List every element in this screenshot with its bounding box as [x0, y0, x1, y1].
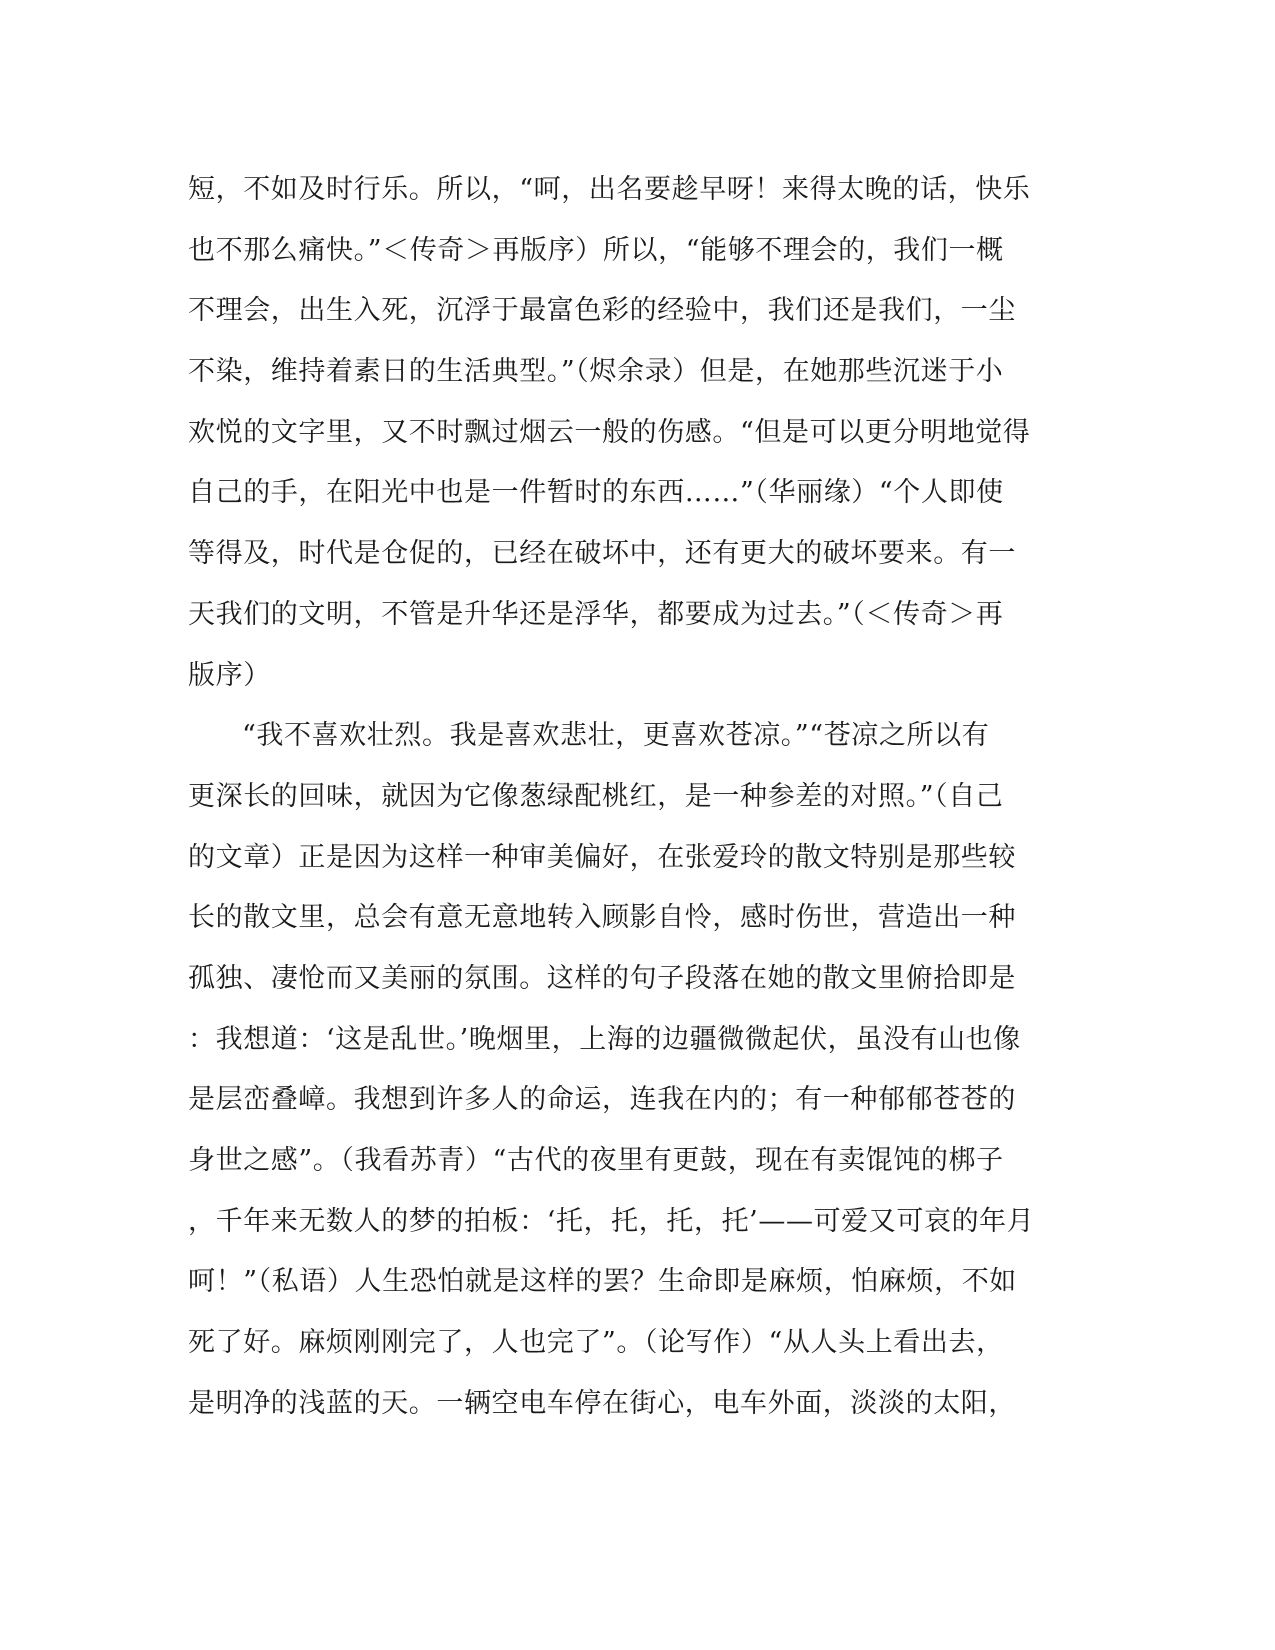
text-line: 短，不如及时行乐。所以，“呵，出名要趁早呀！来得太晚的话，快乐 [188, 174, 1031, 205]
text-line: 死了好。麻烦刚刚完了，人也完了”。（论写作）“从人头上看出去， [188, 1327, 1004, 1359]
text-line: ：我想道：‘这是乱世。’晚烟里，上海的边疆微微起伏，虽没有山也像 [188, 1023, 1021, 1055]
text-line: 欢悦的文字里，又不时飘过烟云一般的伤感。“但是可以更分明地觉得 [188, 416, 1031, 448]
text-line: 更深长的回味，就因为它像葱绿配桃红，是一种参差的对照。”（自己 [188, 780, 1004, 812]
text-line: 孤独、凄怆而又美丽的氛围。这样的句子段落在她的散文里俯拾即是 [188, 962, 1016, 994]
text-line: 不理会，出生入死，沉浮于最富色彩的经验中，我们还是我们，一尘 [188, 295, 1016, 327]
text-line: 身世之感”。（我看苏青）“古代的夜里有更鼓，现在有卖馄饨的梆子 [188, 1145, 1004, 1176]
text-line: 天我们的文明，不管是升华还是浮华，都要成为过去。”（＜传奇＞再 [188, 598, 1004, 630]
body-text [188, 160, 1088, 1434]
text-line: 长的散文里，总会有意无意地转入顾影自怜，感时伤世，营造出一种 [188, 902, 1016, 934]
text-line: 版序） [188, 659, 271, 691]
text-line: 不染，维持着素日的生活典型。”（烬余录）但是，在她那些沉迷于小 [188, 356, 1004, 388]
text-line: 是明净的浅蓝的天。一辆空电车停在街心，电车外面，淡淡的太阳， [188, 1387, 1016, 1419]
paragraph-start-line: “我不喜欢壮烈。我是喜欢悲壮，更喜欢苍凉。”“苍凉之所以有 [242, 720, 990, 752]
text-line: 等得及，时代是仓促的，已经在破坏中，还有更大的破坏要来。有一 [188, 538, 1016, 570]
text-line: ，千年来无数人的梦的拍板：‘托，托，托，托’——可爱又可哀的年月 [188, 1205, 1035, 1237]
text-line: 也不那么痛快。”＜传奇＞再版序）所以，“能够不理会的，我们一概 [188, 234, 1004, 266]
text-line: 的文章）正是因为这样一种审美偏好，在张爱玲的散文特别是那些较 [188, 841, 1016, 873]
text-line: 呵！”（私语）人生恐怕就是这样的罢？生命即是麻烦，怕麻烦，不如 [188, 1266, 1017, 1298]
text-line: 是层峦叠嶂。我想到许多人的命运，连我在内的；有一种郁郁苍苍的 [188, 1084, 1016, 1116]
text-line: 自己的手，在阳光中也是一件暂时的东西……”（华丽缘）“个人即使 [188, 477, 1004, 509]
